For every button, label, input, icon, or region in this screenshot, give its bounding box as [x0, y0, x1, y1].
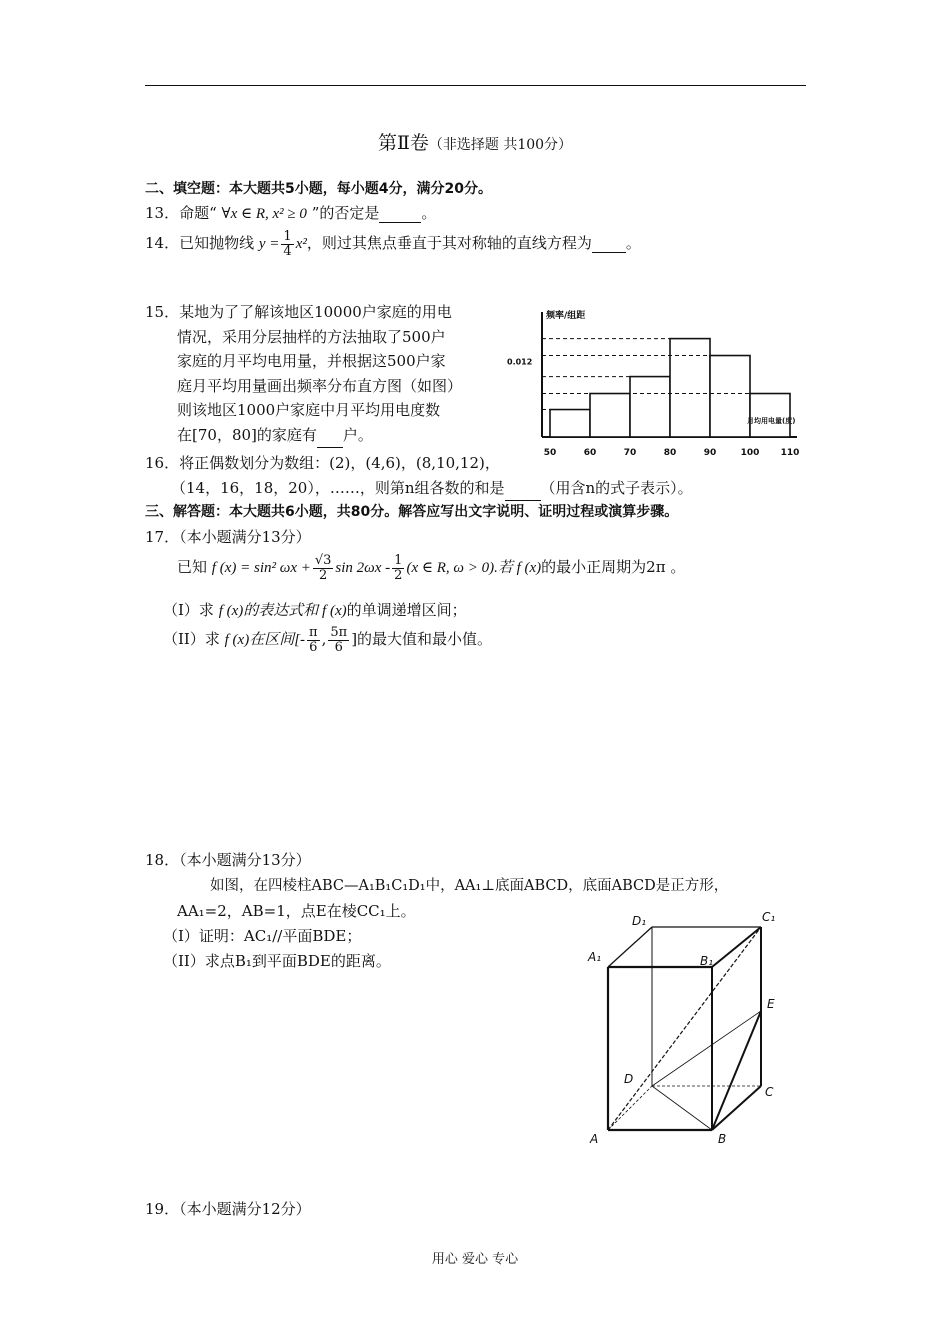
q14-fraction [281, 230, 293, 258]
q14-var: x² [295, 236, 307, 253]
q17-frac3 [307, 626, 320, 654]
q14-blank[interactable] [592, 234, 626, 253]
q17-number: 17． [145, 528, 180, 546]
question-19-header [145, 1198, 311, 1219]
title-note: （非选择题 共100分） [428, 137, 573, 153]
question-18-header [145, 849, 311, 870]
q13-blank[interactable] [379, 204, 421, 223]
label-c1: C₁ [762, 910, 776, 924]
q17-frac4-num: 5π [330, 625, 348, 640]
q14-frac-num: 1 [283, 229, 292, 244]
x-tick-label: 90 [703, 448, 717, 458]
q14-frac-den: 4 [283, 243, 292, 259]
q15-line: 则该地区1000户家庭中月平均用电度数 [177, 401, 441, 419]
label-e: E [767, 997, 775, 1011]
q13-post: ”的否定是 [311, 204, 380, 222]
histogram-group [507, 309, 799, 458]
q17-part1-post: 的单调递增区间； [346, 601, 467, 619]
q17-part2 [163, 626, 492, 654]
q14-lhs: y = [258, 236, 280, 253]
q17-frac2 [392, 554, 404, 582]
label-c: C [765, 1085, 774, 1099]
q18-part1: （I）证明：AC₁//平面BDE； [163, 927, 362, 945]
q13-number: 13． [145, 204, 180, 222]
q15-line: 庭月平均用量画出频率分布直方图（如图） [177, 376, 463, 395]
q17-frac4-den: 6 [334, 639, 343, 655]
histogram-bar [750, 394, 790, 437]
question-14 [145, 230, 641, 258]
q16-blank[interactable] [505, 476, 541, 502]
histogram-bar [630, 377, 670, 437]
q17-frac1-den: 2 [319, 567, 328, 583]
label-b1: B₁ [700, 954, 714, 968]
q15-line: 家庭的月平均电用量，并根据这500户家 [177, 352, 446, 370]
q17-frac1 [313, 554, 334, 582]
q17-frac2-num: 1 [394, 553, 403, 568]
q17-part2-math: f (x)在区间[- [224, 632, 306, 649]
q17-given [177, 554, 685, 582]
q19-number: 19． [145, 1200, 180, 1218]
q15-blank[interactable] [317, 423, 343, 449]
x-tick-label: 80 [663, 448, 677, 458]
y-tick-label: 0.012 [507, 357, 533, 367]
q15-number: 15． [145, 303, 180, 321]
x-axis-label: 月均用电量(度) [747, 417, 796, 425]
q17-given-pre: 已知 [177, 558, 208, 577]
segment-be [712, 1011, 761, 1130]
label-a1: A₁ [588, 950, 602, 964]
q17-frac3-num: π [309, 625, 318, 640]
q17-frac2-den: 2 [394, 567, 403, 583]
edge-b1c1 [712, 927, 761, 967]
q17-f-expr: f (x) = sin² ωx + [211, 560, 311, 577]
frequency-histogram [505, 300, 805, 460]
question-17-header [145, 526, 311, 547]
q15-line: 某地为了了解该地区10000户家庭的用电 [179, 303, 452, 321]
x-tick-label: 60 [583, 448, 597, 458]
q19-score: （本小题满分12分） [179, 1200, 311, 1218]
page-footer: 用心 爱心 专心 [431, 1252, 519, 1267]
page-title [0, 128, 950, 155]
label-b: B [718, 1132, 727, 1146]
histogram-bar [590, 394, 630, 437]
q18-part2: （II）求点B₁到平面BDE的距离。 [163, 952, 391, 970]
x-tick-label: 70 [623, 448, 637, 458]
x-tick-label: 110 [780, 448, 800, 458]
header-rule [145, 85, 806, 86]
question-13 [145, 202, 436, 223]
histogram-bar [670, 339, 710, 437]
question-15 [145, 300, 462, 448]
edge-bc [712, 1086, 761, 1130]
q13-end: 。 [421, 204, 437, 222]
title-main: 第Ⅱ卷 [377, 132, 429, 154]
q16-line2-post: （用含n的式子表示）。 [540, 478, 693, 497]
diagonal-ac1 [608, 927, 761, 1130]
q18-score: （本小题满分13分） [179, 851, 311, 869]
q16-line2-pre: （14，16，18，20），……，则第n组各数的和是 [171, 478, 505, 497]
q17-frac3-den: 6 [309, 639, 318, 655]
section3-heading: 三、解答题：本大题共6小题，共80分。解答应写出文字说明、证明过程或演算步骤。 [145, 504, 679, 520]
q14-number: 14． [145, 234, 180, 253]
q18-number: 18． [145, 851, 180, 869]
label-d: D [624, 1072, 634, 1086]
q18-line2: AA₁=2，AB=1，点E在棱CC₁上。 [177, 902, 416, 920]
q17-score: （本小题满分13分） [179, 528, 311, 546]
q17-part2-post: ]的最大值和最小值。 [351, 630, 493, 649]
label-a: A [590, 1132, 599, 1146]
q17-part2-pre: （II）求 [163, 630, 220, 649]
segment-db [652, 1086, 712, 1130]
q17-part1-pre: （I）求 [163, 601, 214, 619]
q14-end: 。 [625, 234, 641, 253]
q18-line1: 如图，在四棱柱ABC—A₁B₁C₁D₁中，AA₁⊥底面ABCD，底面ABCD是正方形， [210, 878, 729, 894]
y-axis-label: 频率/组距 [546, 311, 586, 321]
edge-ad [608, 1086, 652, 1130]
q17-frac4 [328, 626, 349, 654]
histogram-bar [710, 356, 750, 437]
q17-comma: , [321, 630, 327, 649]
q14-post: ，则过其焦点垂直于其对称轴的直线方程为 [306, 234, 592, 253]
q17-frac1-num: √3 [314, 553, 332, 568]
q17-mid: sin 2ωx - [335, 560, 391, 577]
label-d1: D₁ [632, 914, 647, 928]
q17-cond: (x ∈ R, ω > 0).若 f (x) [406, 560, 542, 577]
x-tick-label: 100 [740, 448, 760, 458]
x-tick-label: 50 [543, 448, 557, 458]
q15-line: 在[70，80]的家庭有 [177, 425, 317, 444]
question-16 [145, 451, 693, 501]
q15-line-end: 户。 [342, 425, 373, 444]
q15-line: 情况，采用分层抽样的方法抽取了500户 [177, 327, 446, 346]
q17-part1-math: f (x)的表达式和 f (x) [218, 603, 347, 619]
q16-number: 16． [145, 454, 180, 472]
q17-given-post: 的最小正周期为2π 。 [541, 558, 686, 577]
histogram-bar [550, 410, 590, 437]
prism-figure [580, 905, 790, 1150]
q14-pre: 已知抛物线 [179, 234, 255, 253]
q13-pre: 命题“ [179, 204, 217, 222]
q16-line1: 将正偶数划分为数组：(2)，(4,6)，(8,10,12)， [179, 454, 500, 472]
edge-d1a1 [608, 927, 652, 967]
q17-part1 [163, 599, 467, 620]
q13-math: ∀x ∈ R, x² ≥ 0 [221, 206, 307, 222]
section2-heading: 二、填空题：本大题共5小题，每小题4分，满分20分。 [145, 181, 492, 197]
